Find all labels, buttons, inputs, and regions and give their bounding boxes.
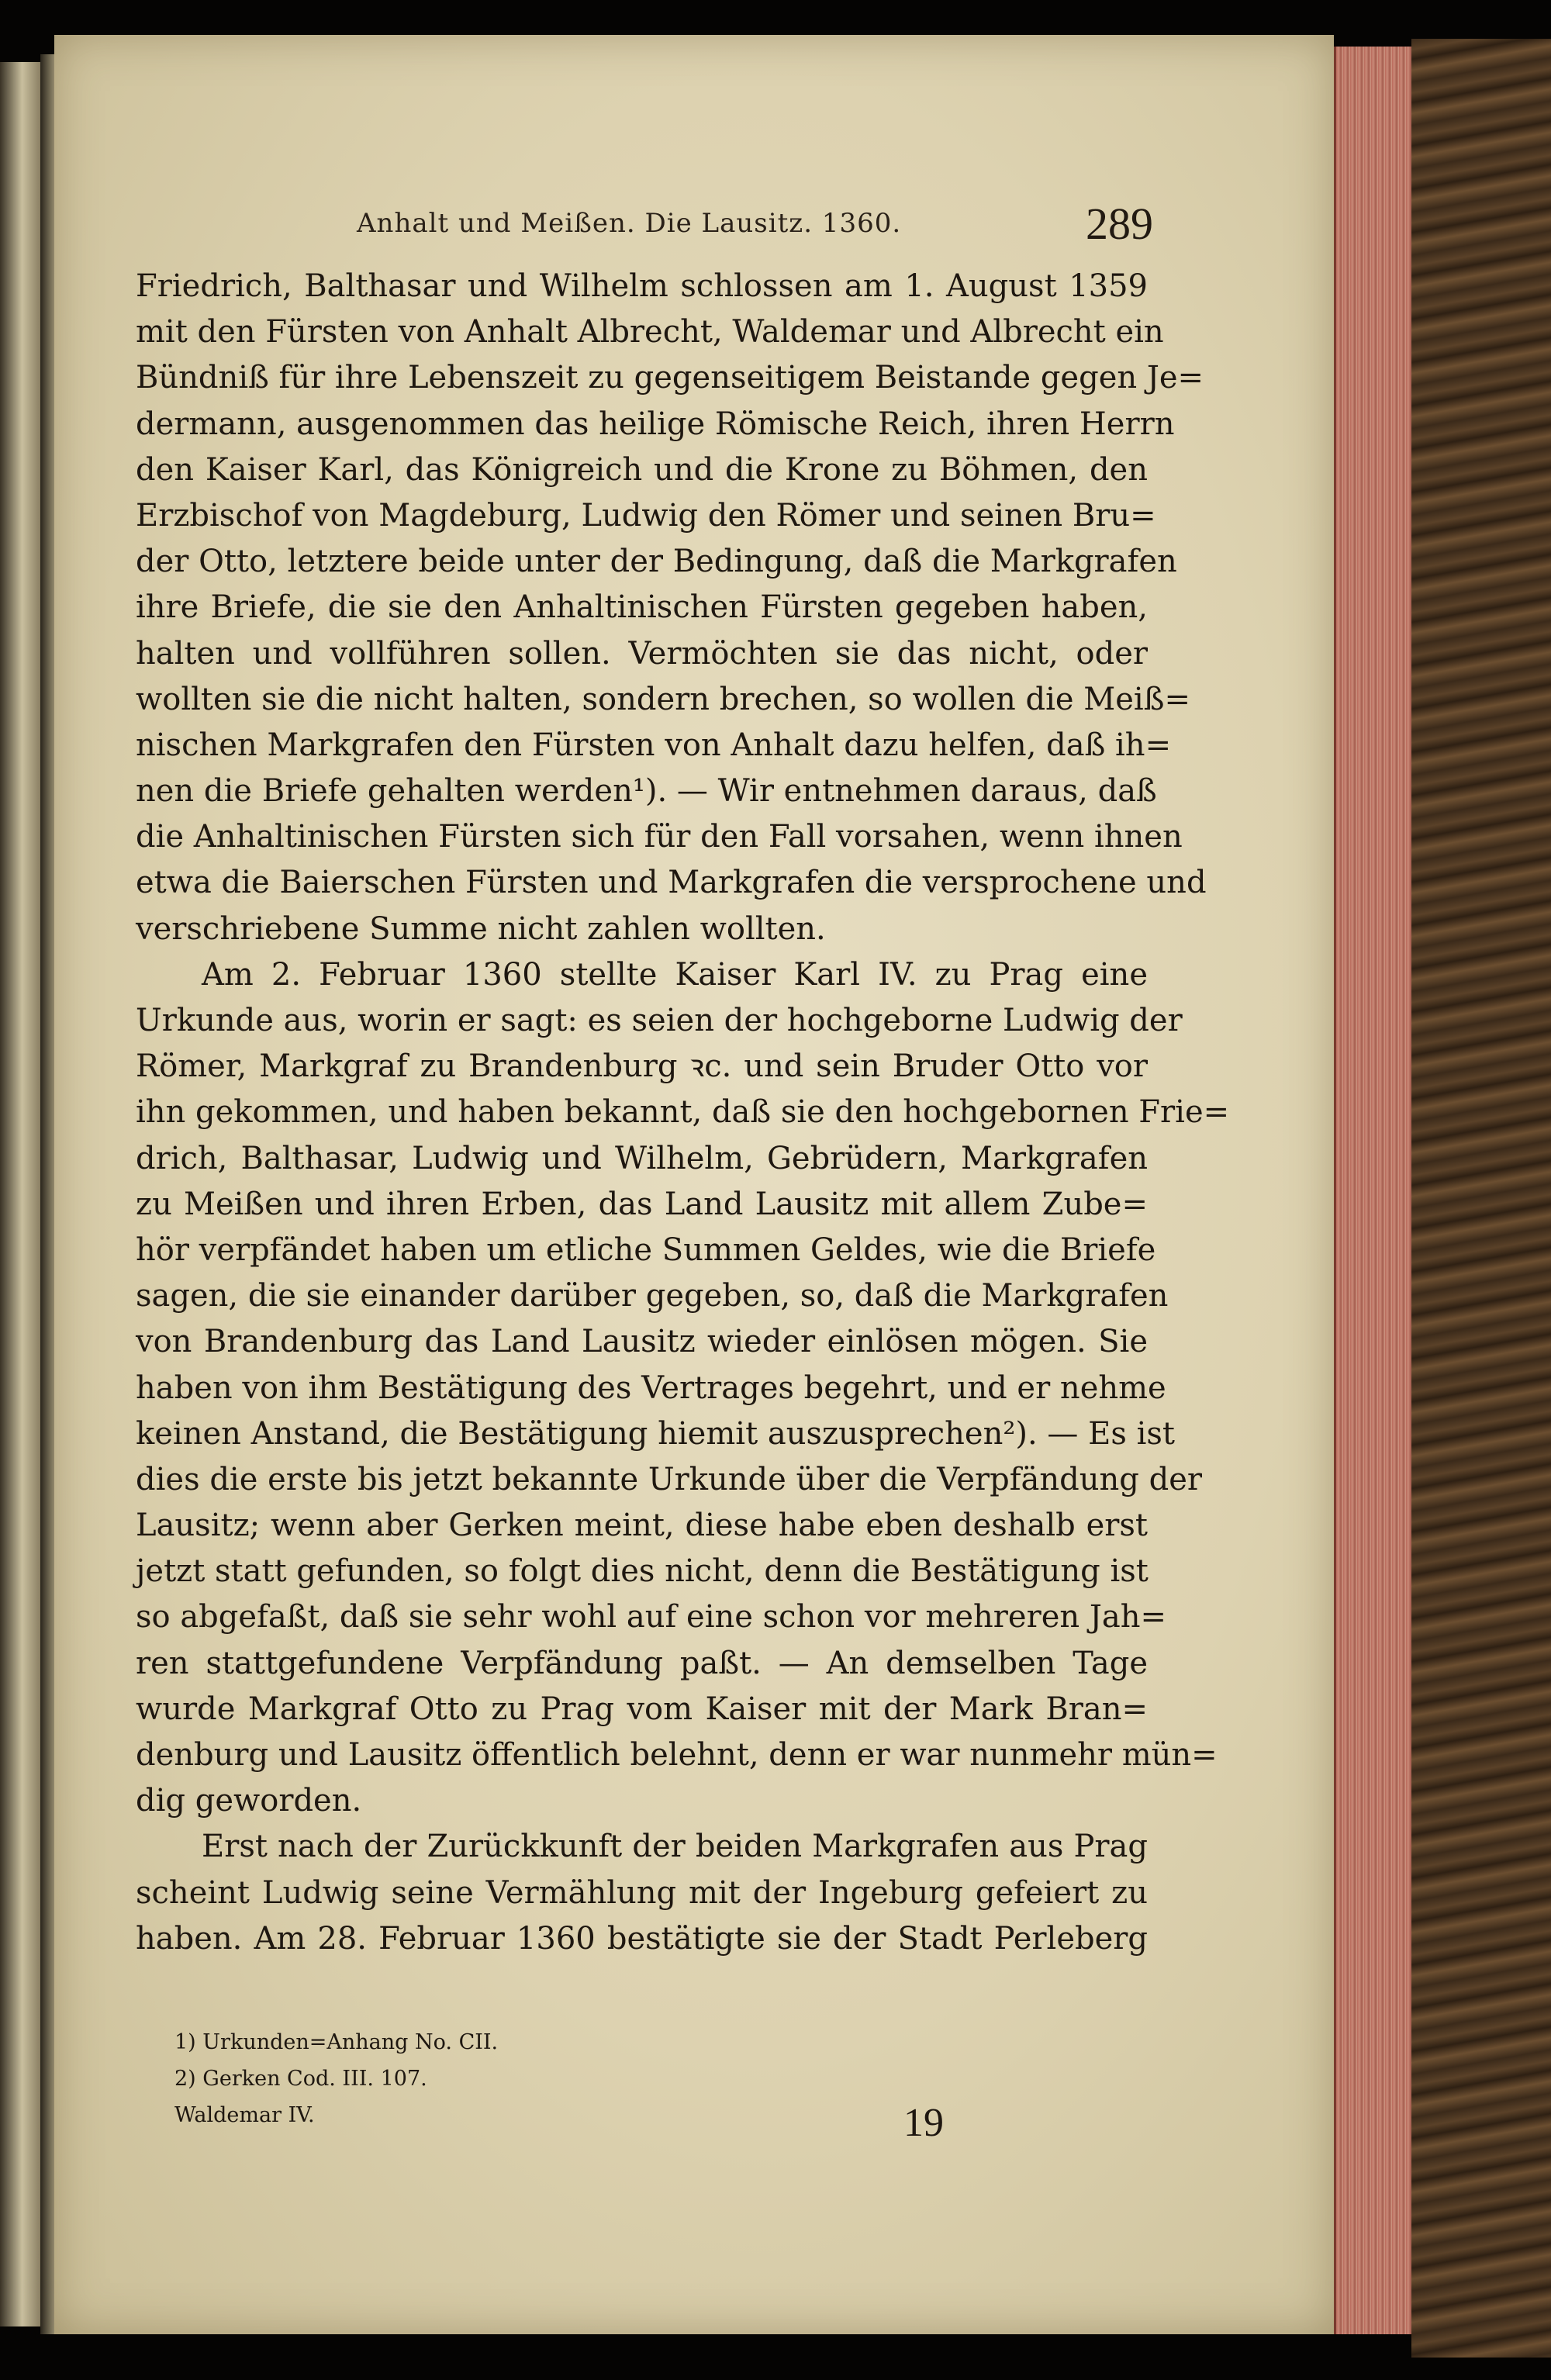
text-line: der Otto, letztere beide unter der Bedingung, daß die Markgrafen [136, 544, 1177, 580]
text-line: haben. Am 28. Februar 1360 bestätigte sie der Stadt Perleberg [136, 1920, 1148, 1957]
text-line: zu Meißen und ihren Erben, das Land Lausitz mit allem Zube= [136, 1186, 1148, 1222]
text-line: Lausitz; wenn aber Gerken meint, diese habe eben deshalb erst [136, 1508, 1148, 1544]
text-line: halten und vollführen sollen. Vermöchten sie das nicht, oder [136, 635, 1148, 672]
text-line: nen die Briefe gehalten werden¹). — Wir entnehmen daraus, daß [136, 773, 1157, 810]
text-line: Römer, Markgraf zu Brandenburg ꝛc. und sein Bruder Otto vor [136, 1048, 1148, 1085]
text-line: so abgefaßt, daß sie sehr wohl auf eine schon vor mehreren Jah= [136, 1599, 1167, 1636]
text-line: die Anhaltinischen Fürsten sich für den Fall vorsahen, wenn ihnen [136, 819, 1183, 855]
page-block-edge [1334, 47, 1414, 2334]
text-line: dig geworden. [136, 1783, 362, 1819]
page-number: 289 [1086, 199, 1153, 249]
text-line: ren stattgefundene Verpfändung paßt. — An demselben Tage [136, 1645, 1148, 1681]
body-text [136, 264, 1230, 1962]
text-line: jetzt statt gefunden, so folgt dies nicht, denn die Bestätigung ist [136, 1553, 1149, 1590]
text-line: denburg und Lausitz öffentlich belehnt, denn er war nunmehr mün= [136, 1737, 1218, 1773]
facing-page-edge [0, 62, 40, 2326]
text-line: sagen, die sie einander darüber gegeben, so, daß die Markgrafen [136, 1278, 1169, 1314]
text-line: ihn gekommen, und haben bekannt, daß sie den hochgebornen Frie= [136, 1094, 1230, 1131]
text-line: Bündniß für ihre Lebenszeit zu gegenseitigem Beistande gegen Je= [136, 360, 1204, 396]
text-line: wurde Markgraf Otto zu Prag vom Kaiser mit der Mark Bran= [136, 1691, 1148, 1727]
text-line: etwa die Baierschen Fürsten und Markgrafen die versprochene und [136, 865, 1207, 901]
footnote: Waldemar IV. [174, 2103, 315, 2127]
text-line: Erst nach der Zurückkunft der beiden Markgrafen aus Prag [202, 1829, 1148, 1865]
text-line: Friedrich, Balthasar und Wilhelm schlossen am 1. August 1359 [136, 268, 1148, 304]
text-line: drich, Balthasar, Ludwig und Wilhelm, Gebrüdern, Markgrafen [136, 1140, 1148, 1176]
text-line: wollten sie die nicht halten, sondern brechen, so wollen die Meiß= [136, 681, 1190, 717]
text-line: den Kaiser Karl, das Königreich und die Krone zu Böhmen, den [136, 451, 1148, 488]
footnote: 1) Urkunden=Anhang No. CII. [174, 2030, 499, 2054]
text-line: Erzbischof von Magdeburg, Ludwig den Römer und seinen Bru= [136, 497, 1156, 534]
marbled-cover-board [1411, 39, 1551, 2358]
text-line: Urkunde aus, worin er sagt: es seien der hochgeborne Ludwig der [136, 1003, 1183, 1038]
text-line: nischen Markgrafen den Fürsten von Anhalt dazu helfen, daß ih= [136, 727, 1172, 763]
text-line: dermann, ausgenommen das heilige Römische Reich, ihren Herrn [136, 406, 1175, 442]
text-line: haben von ihm Bestätigung des Vertrages begehrt, und er nehme [136, 1370, 1166, 1406]
running-head: Anhalt und Meißen. Die Lausitz. 1360. [357, 208, 902, 239]
footnote: 2) Gerken Cod. III. 107. [174, 2067, 427, 2091]
text-line: ihre Briefe, die sie den Anhaltinischen Fürsten gegeben haben, [136, 589, 1148, 626]
text-line: dies die erste bis jetzt bekannte Urkunde über die Verpfändung der [136, 1461, 1202, 1497]
text-line: hör verpfändet haben um etliche Summen Geldes, wie die Briefe [136, 1231, 1156, 1268]
footnotes [174, 2024, 717, 2133]
text-line: scheint Ludwig seine Vermählung mit der Ingeburg gefeiert zu [136, 1874, 1148, 1911]
signature-mark: 19 [903, 2101, 944, 2145]
text-line: von Brandenburg das Land Lausitz wieder einlösen mögen. Sie [136, 1324, 1148, 1360]
text-line: Am 2. Februar 1360 stellte Kaiser Karl IV. zu Prag eine [202, 956, 1148, 993]
text-line: keinen Anstand, die Bestätigung hiemit auszusprechen²). — Es ist [136, 1415, 1175, 1452]
text-line: mit den Fürsten von Anhalt Albrecht, Waldemar und Albrecht ein [136, 314, 1164, 351]
text-line: verschriebene Summe nicht zahlen wollten. [136, 910, 826, 947]
